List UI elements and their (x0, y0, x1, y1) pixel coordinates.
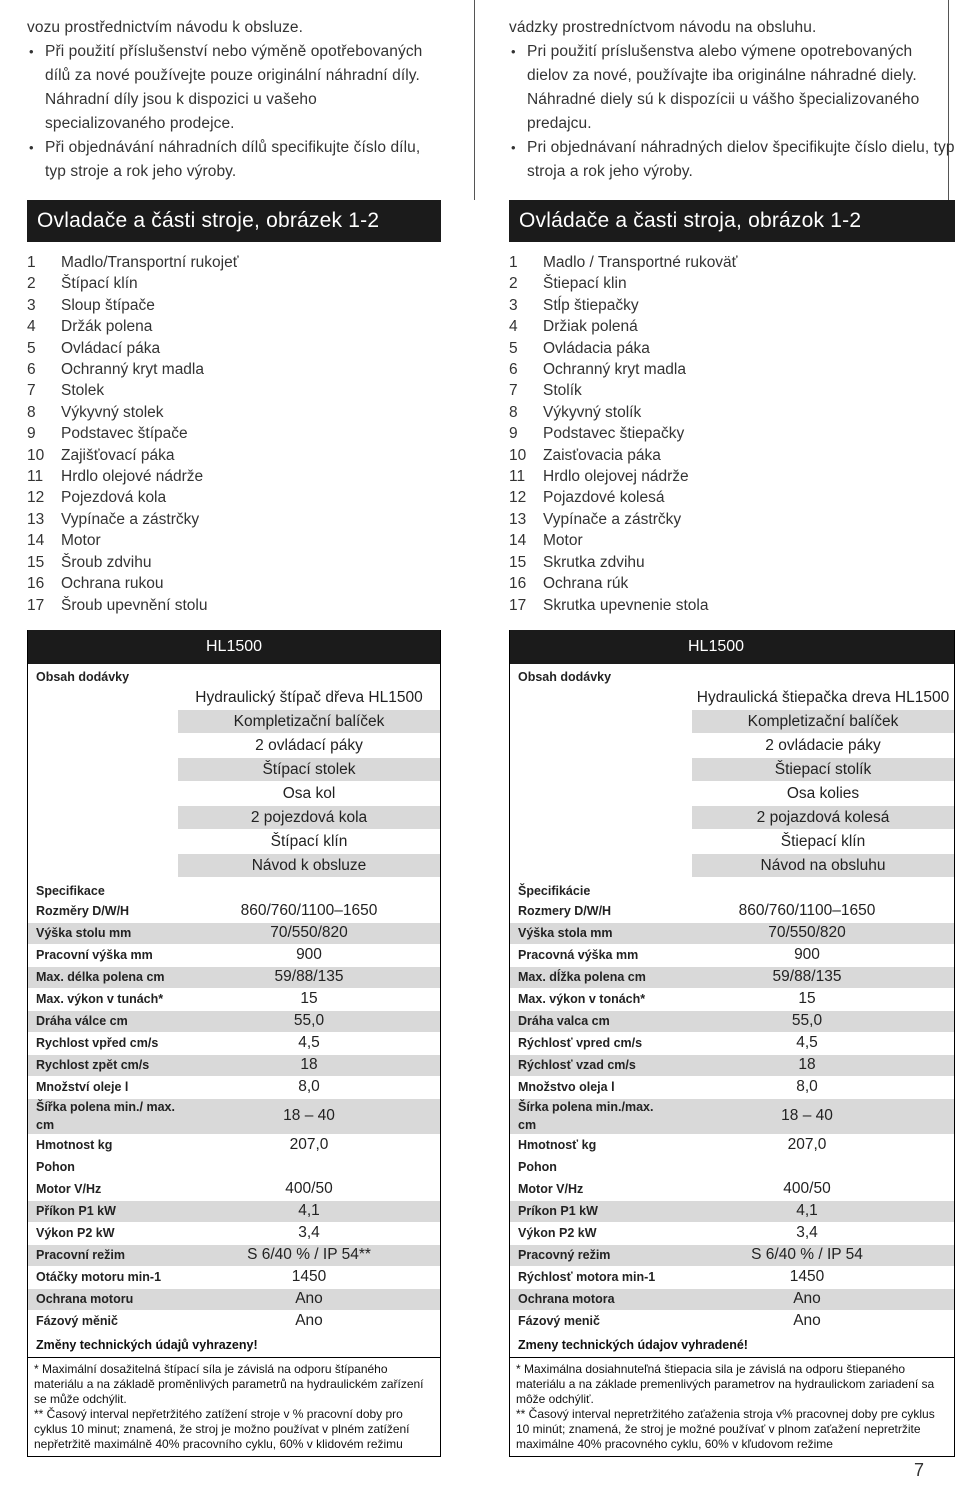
part-name: Ovládacia páka (543, 339, 650, 357)
paragraph: vádzky prostredníctvom návodu na obsluhu. (509, 19, 817, 36)
section-heading: Ovládače a časti stroja, obrázok 1-2 (509, 200, 955, 242)
parts-list-item (509, 295, 955, 316)
spec-row (510, 1010, 954, 1032)
parts-list-item (509, 487, 955, 508)
parts-list-item (27, 402, 441, 423)
part-name: Vypínače a zástrčky (61, 510, 200, 528)
drive-key: Motor V/Hz (36, 1182, 102, 1197)
spec-value: 860/760/1100–1650 (240, 902, 378, 920)
drive-value: 4,1 (796, 1202, 818, 1220)
delivery-label: Obsah dodávky (518, 669, 612, 684)
parts-list-item (27, 530, 441, 551)
part-number: 13 (509, 510, 527, 528)
part-name: Držák polena (61, 318, 153, 336)
spec-key: Dráha valca cm (518, 1014, 610, 1029)
part-name: Zajišťovací páka (61, 446, 175, 464)
part-name: Stĺp štiepačky (543, 296, 639, 314)
drive-key: Príkon P1 kW (518, 1204, 598, 1219)
part-name: Ochrana rukou (61, 575, 164, 593)
part-number: 14 (509, 532, 527, 550)
spec-row (510, 1054, 954, 1076)
part-number: 1 (27, 254, 36, 271)
part-number: 11 (27, 468, 44, 486)
changes-reserved-note: Změny technických údajů vyhrazeny! (28, 1338, 440, 1358)
spec-key: Hmotnost kg (36, 1138, 113, 1153)
delivery-item: Návod na obsluhu (692, 854, 954, 878)
drive-row (28, 1222, 440, 1244)
parts-list-item (509, 509, 955, 530)
intro-text (509, 0, 955, 184)
footnote-1: * Maximální dosažitelná štípací síla je závislá na odporu štípaného materiálu a na základě proměnlivých parametrů na hydraulickém zařízení se může odchýlit. (34, 1361, 424, 1406)
delivery-item: 2 pojezdová kola (178, 806, 440, 830)
delivery-item: Štiepací stolík (692, 758, 954, 782)
drive-key: Fázový měnič (36, 1314, 118, 1329)
parts-list-item (509, 359, 955, 380)
drive-value: S 6/40 % / IP 54 (751, 1246, 863, 1264)
spec-row (510, 900, 954, 922)
part-number: 10 (27, 446, 45, 464)
parts-list-item (27, 595, 441, 616)
spec-key: Šírka polena min./max. cm (518, 1100, 654, 1133)
parts-list-item (27, 252, 441, 273)
part-number: 2 (27, 275, 36, 293)
spec-row (510, 944, 954, 966)
spec-value: 18 (300, 1056, 318, 1074)
parts-list-item (509, 466, 955, 487)
spec-key: Rychlost vpřed cm/s (36, 1036, 159, 1051)
spec-label: Špecifikácie (518, 883, 591, 898)
spec-row (510, 922, 954, 944)
delivery-item: Kompletizační balíček (178, 710, 440, 734)
bullet-paragraph: • Pri objednávaní náhradných dielov špecifikujte číslo dielu, typ stroja a rok jeho výroby. (509, 136, 955, 184)
spec-key: Rýchlosť vzad cm/s (518, 1058, 636, 1073)
part-number: 17 (27, 596, 45, 614)
part-number: 15 (27, 553, 45, 571)
parts-list-item (27, 359, 441, 380)
drive-key: Pracovní režim (36, 1248, 125, 1263)
part-number: 5 (27, 339, 36, 357)
spec-row (28, 1054, 440, 1076)
parts-list-item (509, 316, 955, 337)
spec-row (510, 966, 954, 988)
part-name: Výkyvný stolík (543, 403, 642, 421)
spec-value: 18 – 40 (283, 1107, 335, 1125)
delivery-item: Osa kolies (692, 782, 954, 806)
part-name: Skrutka upevnenie stola (543, 596, 709, 614)
spec-value: 18 (798, 1056, 816, 1074)
delivery-item: Hydraulická štiepačka dreva HL1500 (692, 686, 954, 710)
part-number: 15 (509, 553, 527, 571)
part-name: Motor (543, 532, 583, 550)
parts-list-item (509, 402, 955, 423)
spec-value: 59/88/135 (772, 968, 842, 986)
spec-value: 70/550/820 (768, 924, 846, 942)
delivery-item: Hydraulický štípač dřeva HL1500 (178, 686, 440, 710)
drive-value: 1450 (789, 1268, 825, 1286)
spec-value: 18 – 40 (781, 1107, 833, 1125)
spec-table (27, 630, 441, 1457)
spec-key: Rychlost zpět cm/s (36, 1058, 150, 1073)
parts-list-item (27, 380, 441, 401)
drive-key: Výkon P2 kW (36, 1226, 115, 1241)
part-name: Vypínače a zástrčky (543, 510, 682, 528)
spec-key: Rozmery D/W/H (518, 904, 612, 919)
part-number: 8 (509, 403, 518, 421)
part-name: Podstavec štiepačky (543, 425, 685, 443)
parts-list-item (27, 487, 441, 508)
drive-value: Ano (295, 1290, 323, 1308)
drive-row (28, 1200, 440, 1222)
spec-value: 900 (296, 946, 322, 964)
part-number: 9 (509, 425, 518, 443)
drive-value: S 6/40 % / IP 54** (247, 1246, 371, 1264)
parts-list-item (509, 573, 955, 594)
spec-value: 55,0 (293, 1012, 325, 1030)
part-number: 2 (509, 275, 518, 293)
part-name: Šroub zdvihu (61, 553, 152, 571)
spec-value: 8,0 (298, 1078, 320, 1096)
intro-text (27, 0, 441, 184)
delivery-label: Obsah dodávky (36, 669, 130, 684)
left-column-cz (27, 0, 441, 1457)
paragraph: vozu prostřednictvím návodu k obsluze. (27, 19, 304, 36)
drive-value: 400/50 (783, 1180, 831, 1198)
table-header-model: HL1500 (28, 630, 440, 664)
spec-key: Max. délka polena cm (36, 970, 165, 985)
delivery-item: Štiepací klín (692, 830, 954, 854)
parts-list-item (27, 573, 441, 594)
drive-label-row (28, 1156, 440, 1178)
part-number: 5 (509, 339, 518, 357)
parts-list-item (27, 338, 441, 359)
spec-key: Max. výkon v tonách* (518, 992, 646, 1007)
spec-row (28, 1010, 440, 1032)
part-name: Stolík (543, 382, 582, 400)
spec-value: 59/88/135 (274, 968, 344, 986)
spec-row (28, 966, 440, 988)
part-number: 14 (27, 532, 45, 550)
spec-value: 207,0 (289, 1136, 329, 1154)
bullet-paragraph: • Pri použití príslušenstva alebo výmene opotrebovaných dielov za nové, používajte iba originálne náhradné diely. Náhradné diely sú k dispozícii u vášho špecializovaného predajcu. (509, 40, 955, 136)
section-heading: Ovladače a části stroje, obrázek 1-2 (27, 200, 441, 242)
part-name: Šroub upevnění stolu (61, 596, 208, 614)
spec-value: 860/760/1100–1650 (738, 902, 876, 920)
spec-row (28, 1032, 440, 1054)
spec-row (28, 1134, 440, 1156)
drive-key: Fázový menič (518, 1314, 600, 1329)
drive-key: Pracovný režim (518, 1248, 611, 1263)
spec-key: Max. dĺžka polena cm (518, 970, 646, 985)
part-number: 3 (27, 296, 36, 314)
drive-row (28, 1244, 440, 1266)
column-divider-left (474, 0, 475, 200)
drive-key: Otáčky motoru min-1 (36, 1270, 162, 1285)
parts-list-item (27, 295, 441, 316)
part-name: Ovládací páka (61, 339, 161, 357)
delivery-item: Štípací klín (178, 830, 440, 854)
parts-list-item (509, 338, 955, 359)
table-footnotes (28, 1332, 440, 1456)
part-number: 10 (509, 446, 527, 464)
part-number: 3 (509, 296, 518, 314)
drive-value: Ano (793, 1290, 821, 1308)
parts-list-item (27, 466, 441, 487)
spec-row (28, 988, 440, 1010)
part-name: Držiak polená (543, 318, 638, 336)
part-number: 17 (509, 596, 527, 614)
part-number: 7 (27, 382, 36, 400)
drive-value: 3,4 (298, 1224, 320, 1242)
drive-key: Motor V/Hz (518, 1182, 584, 1197)
part-number: 12 (509, 489, 527, 507)
parts-list-item (27, 445, 441, 466)
part-name: Hrdlo olejové nádrže (61, 468, 204, 486)
part-name: Zaisťovacia páka (543, 446, 661, 464)
footnote-2: ** Časový interval nepřetržitého zatížení stroje v % pracovní doby pro cyklus 10 minut; znamená, že stroj je možno používat v plném zatížení nepřetržitě maximálně 40% pracovního cyklu, 60% v klidovém režimu (34, 1406, 410, 1451)
spec-row (28, 922, 440, 944)
part-name: Sloup štípače (61, 296, 155, 314)
spec-key: Rozměry D/W/H (36, 904, 130, 919)
drive-key: Ochrana motoru (36, 1292, 134, 1307)
spec-value: 207,0 (787, 1136, 827, 1154)
spec-key: Pracovná výška mm (518, 948, 639, 963)
drive-row (510, 1222, 954, 1244)
delivery-item: Osa kol (178, 782, 440, 806)
parts-list-item (509, 423, 955, 444)
part-name: Ochrana rúk (543, 575, 629, 593)
parts-list-item (509, 595, 955, 616)
part-name: Stolek (61, 382, 105, 400)
parts-list-item (27, 552, 441, 573)
spec-row (510, 1032, 954, 1054)
part-number: 16 (27, 575, 45, 593)
part-number: 11 (509, 468, 526, 486)
part-name: Výkyvný stolek (61, 403, 164, 421)
drive-value: 1450 (291, 1268, 327, 1286)
spec-key: Množstvo oleja l (518, 1080, 615, 1095)
part-number: 4 (27, 318, 36, 336)
part-name: Madlo/Transportní rukojeť (61, 254, 239, 271)
drive-key: Ochrana motora (518, 1292, 615, 1307)
drive-row (510, 1200, 954, 1222)
footnote-1: * Maximálna dosiahnuteľná štiepacia sila je závislá na odporu štiepaného materiálu a na základe premenlivých parametrov na hydraulickom zariadení sa môže odchýliť. (516, 1361, 935, 1406)
delivery-item: 2 ovládacie páky (692, 734, 954, 758)
drive-row (510, 1310, 954, 1332)
part-name: Ochranný kryt madla (61, 361, 204, 379)
part-name: Štiepací klin (543, 275, 627, 293)
parts-list (27, 252, 441, 616)
part-number: 16 (509, 575, 527, 593)
drive-label: Pohon (36, 1160, 75, 1175)
drive-value: 400/50 (285, 1180, 333, 1198)
spec-key: Hmotnosť kg (518, 1138, 597, 1153)
spec-row (510, 1098, 954, 1134)
delivery-item: Návod k obsluze (178, 854, 440, 878)
drive-row (510, 1244, 954, 1266)
drive-label: Pohon (518, 1160, 557, 1175)
spec-row (28, 1098, 440, 1134)
spec-value: 70/550/820 (270, 924, 348, 942)
part-name: Skrutka zdvihu (543, 553, 645, 571)
spec-value: 8,0 (796, 1078, 818, 1096)
spec-key: Výška stolu mm (36, 926, 132, 941)
part-name: Ochranný kryt madla (543, 361, 686, 379)
parts-list-item (27, 423, 441, 444)
spec-key: Pracovní výška mm (36, 948, 153, 963)
parts-list-item (27, 273, 441, 294)
parts-list-item (509, 530, 955, 551)
drive-label-row (510, 1156, 954, 1178)
spec-row (510, 1134, 954, 1156)
bullet-paragraph: • Při použití příslušenství nebo výměně opotřebovaných dílů za nové používejte pouze originální náhradní díly. Náhradní díly jsou k dispozici u vašeho specializovaného prodejce. (27, 40, 441, 136)
parts-list-item (27, 509, 441, 530)
part-name: Hrdlo olejovej nádrže (543, 468, 689, 486)
part-number: 12 (27, 489, 45, 507)
drive-key: Výkon P2 kW (518, 1226, 597, 1241)
spec-table (509, 630, 955, 1457)
footnote-2: ** Časový interval nepretržitého zaťaženia stroja v% pracovnej doby pre cyklus 10 minút; znamená, že stroj je možné používať v plnom zaťažení nepretržite maximálne 40% pracovného cyklu, 60% v kľudovom režime (516, 1406, 935, 1451)
drive-value: Ano (295, 1312, 323, 1330)
part-name: Štípací klín (61, 275, 138, 293)
part-name: Pojazdové kolesá (543, 489, 665, 507)
drive-value: 4,1 (298, 1202, 320, 1220)
drive-value: Ano (793, 1312, 821, 1330)
drive-key: Příkon P1 kW (36, 1204, 116, 1219)
spec-row (28, 1076, 440, 1098)
delivery-item: 2 pojazdová kolesá (692, 806, 954, 830)
drive-row (510, 1178, 954, 1200)
part-name: Podstavec štípače (61, 425, 188, 443)
part-number: 1 (509, 254, 518, 271)
delivery-item: 2 ovládací páky (178, 734, 440, 758)
parts-list-item (509, 252, 955, 273)
drive-row (28, 1178, 440, 1200)
drive-row (28, 1266, 440, 1288)
part-number: 4 (509, 318, 518, 336)
part-number: 6 (27, 361, 36, 379)
spec-value: 15 (798, 990, 816, 1008)
drive-row (28, 1310, 440, 1332)
spec-key: Šířka polena min./ max. cm (36, 1100, 175, 1133)
bullet-paragraph: • Při objednávání náhradních dílů specifikujte číslo dílu, typ stroje a rok jeho výroby. (27, 136, 441, 184)
parts-list-item (509, 380, 955, 401)
right-column-sk (509, 0, 955, 1457)
part-name: Madlo / Transportné rukoväť (543, 254, 738, 271)
parts-list (509, 252, 955, 616)
drive-row (510, 1266, 954, 1288)
spec-value: 55,0 (791, 1012, 823, 1030)
drive-key: Rýchlosť motora min-1 (518, 1270, 656, 1285)
spec-value: 900 (794, 946, 820, 964)
table-footnotes (510, 1332, 954, 1456)
parts-list-item (509, 445, 955, 466)
changes-reserved-note: Zmeny technických údajov vyhradené! (510, 1338, 954, 1358)
spec-row (28, 944, 440, 966)
part-number: 8 (27, 403, 36, 421)
spec-key: Dráha válce cm (36, 1014, 128, 1029)
page-number: 7 (913, 1460, 924, 1480)
spec-label: Specifikace (36, 883, 105, 898)
spec-value: 4,5 (298, 1034, 320, 1052)
spec-key: Výška stola mm (518, 926, 613, 941)
table-header-model: HL1500 (510, 630, 954, 664)
part-number: 7 (509, 382, 518, 400)
delivery-list (510, 686, 954, 878)
delivery-list (28, 686, 440, 878)
delivery-item: Kompletizační balíček (692, 710, 954, 734)
part-name: Pojezdová kola (61, 489, 167, 507)
spec-key: Rýchlosť vpred cm/s (518, 1036, 643, 1051)
part-number: 9 (27, 425, 36, 443)
spec-row (510, 1076, 954, 1098)
spec-key: Množství oleje l (36, 1080, 129, 1095)
parts-list-item (509, 552, 955, 573)
drive-row (28, 1288, 440, 1310)
spec-value: 4,5 (796, 1034, 818, 1052)
parts-list-item (27, 316, 441, 337)
spec-row (510, 988, 954, 1010)
drive-value: 3,4 (796, 1224, 818, 1242)
part-number: 13 (27, 510, 45, 528)
delivery-item: Štípací stolek (178, 758, 440, 782)
parts-list-item (509, 273, 955, 294)
spec-value: 15 (300, 990, 318, 1008)
drive-row (510, 1288, 954, 1310)
spec-row (28, 900, 440, 922)
part-name: Motor (61, 532, 101, 550)
spec-key: Max. výkon v tunách* (36, 992, 164, 1007)
part-number: 6 (509, 361, 518, 379)
